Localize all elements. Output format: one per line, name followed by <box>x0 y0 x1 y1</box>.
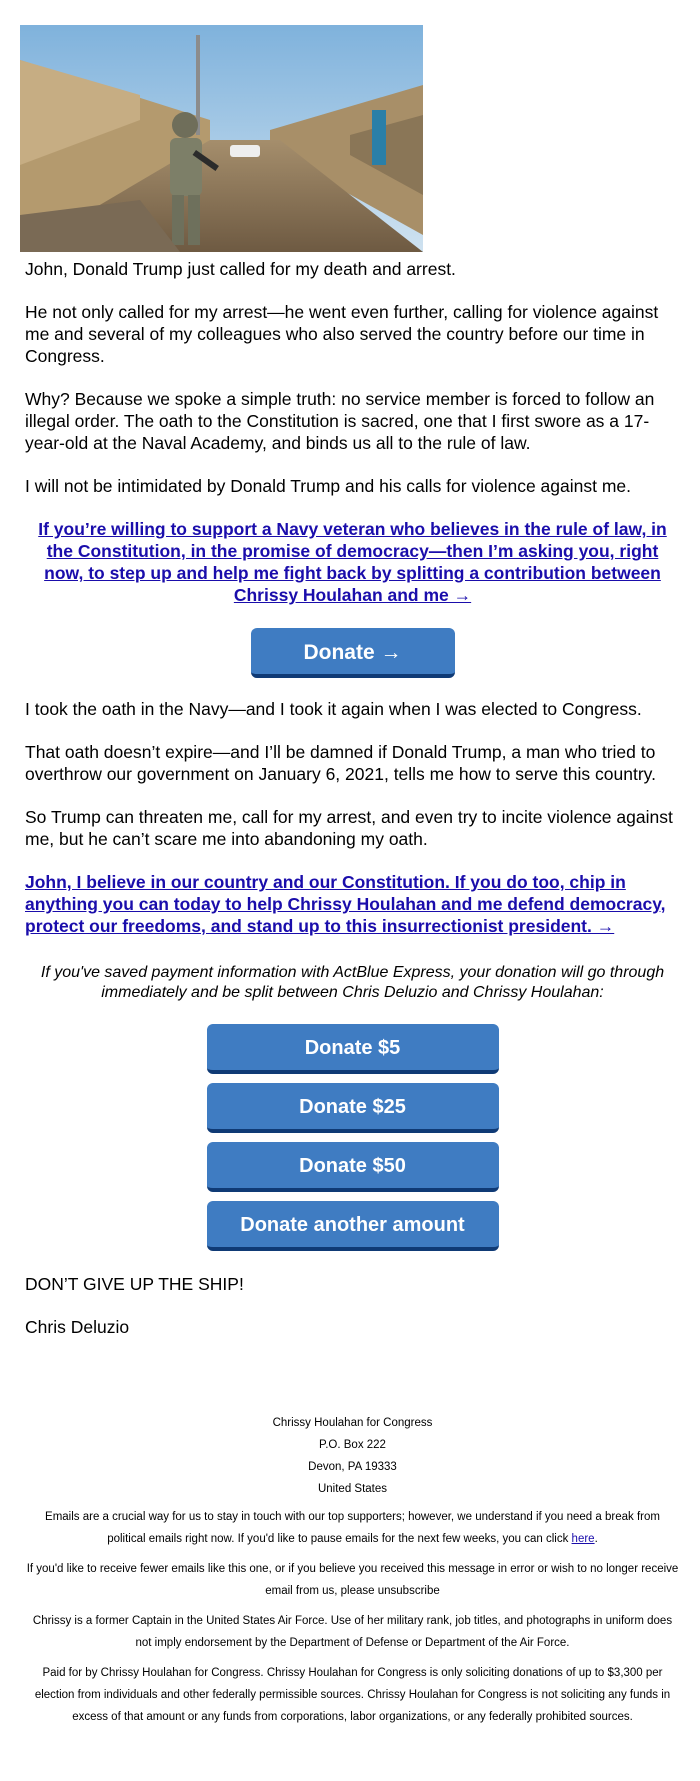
slogan: DON’T GIVE UP THE SHIP! <box>25 1274 244 1294</box>
org-name: Chrissy Houlahan for Congress <box>272 1417 433 1429</box>
donate-button[interactable]: Donate → <box>251 628 455 678</box>
donate-50-button[interactable]: Donate $50 <box>207 1142 499 1192</box>
unsubscribe-note: If you'd like to receive fewer emails like this one, or if you believe you received this message in error or wish to no longer receive email from us, please unsubscribe <box>26 1563 679 1597</box>
paragraph-6: That oath doesn’t expire—and I’ll be damned if Donald Trump, a man who tried to overthrow our government on January 6, 2021, tells me how to serve this country. <box>25 742 656 784</box>
donate-25-button[interactable]: Donate $25 <box>207 1083 499 1133</box>
paragraph-3: Why? Because we spoke a simple truth: no service member is forced to follow an illegal order. The oath to the Constitution is sacred, one that I first swore as a 17-year-old at the Naval Academy, and binds us all to the rule of law. <box>25 389 655 453</box>
donation-amount-buttons <box>207 1024 499 1251</box>
paragraph-2: He not only called for my arrest—he went even further, calling for violence against me and several of my colleagues who also served the country before our time in Congress. <box>25 302 659 366</box>
pause-emails-link[interactable]: here <box>571 1533 595 1545</box>
paragraph-1: John, Donald Trump just called for my death and arrest. <box>25 259 456 279</box>
paid-for-disclaimer: Paid for by Chrissy Houlahan for Congress. Chrissy Houlahan for Congress is only soliciting donations of up to $3,300 per election from individuals and other federally permissible sources. Chrissy Houlahan for Congress is not soliciting any funds in excess of that amount or any funds from corporations, labor organizations, or any federally prohibited sources. <box>34 1667 671 1723</box>
footer <box>25 1412 680 1736</box>
donate-another-amount-button[interactable]: Donate another amount <box>207 1201 499 1251</box>
paragraph-5: I took the oath in the Navy—and I took it again when I was elected to Congress. <box>25 699 642 719</box>
po-box: P.O. Box 222 <box>319 1439 386 1451</box>
paragraph-7: So Trump can threaten me, call for my arrest, and even try to incite violence against me, but he can’t scare me into abandoning my oath. <box>25 807 673 849</box>
signature-name: Chris Deluzio <box>25 1317 130 1337</box>
donate-5-button[interactable]: Donate $5 <box>207 1024 499 1074</box>
actblue-express-note: If you've saved payment information with ActBlue Express, your donation will go through immediately and be split between Chris Deluzio and Chrissy Houlahan: <box>40 964 665 1001</box>
mailing-address <box>25 1412 680 1500</box>
military-disclaimer: Chrissy is a former Captain in the United States Air Force. Use of her military rank, job titles, and photographs in uniform does not imply endorsement by the Department of Defense or Department of the Air Force. <box>32 1615 673 1649</box>
paragraph-4: I will not be intimidated by Donald Trump and his calls for violence against me. <box>25 476 631 496</box>
city-state-zip: Devon, PA 19333 <box>308 1461 397 1473</box>
cta-link-chip-in[interactable]: John, I believe in our country and our Constitution. If you do too, chip in anything you can today to help Chrissy Houlahan and me defend democracy, protect our freedoms, and stand up to this insurrectionist president. → <box>25 872 666 936</box>
cta-link-split-contribution[interactable]: If you’re willing to support a Navy veteran who believes in the rule of law, in the Constitution, in the promise of democracy—then I’m asking you, right now, to step up and help me fight back by splitting a contribution between Chrissy Houlahan and me → <box>38 519 667 605</box>
country: United States <box>317 1483 388 1495</box>
pause-emails-text: Emails are a crucial way for us to stay in touch with our top supporters; however, we understand if you need a break from political emails right now. If you'd like to pause emails for the next few weeks, you can click <box>45 1511 660 1545</box>
pause-emails-note: Emails are a crucial way for us to stay in touch with our top supporters; however, we understand if you need a break from political emails right now. If you'd like to pause emails for the next few weeks, you can click here. <box>45 1511 660 1545</box>
hero-image <box>20 25 423 252</box>
